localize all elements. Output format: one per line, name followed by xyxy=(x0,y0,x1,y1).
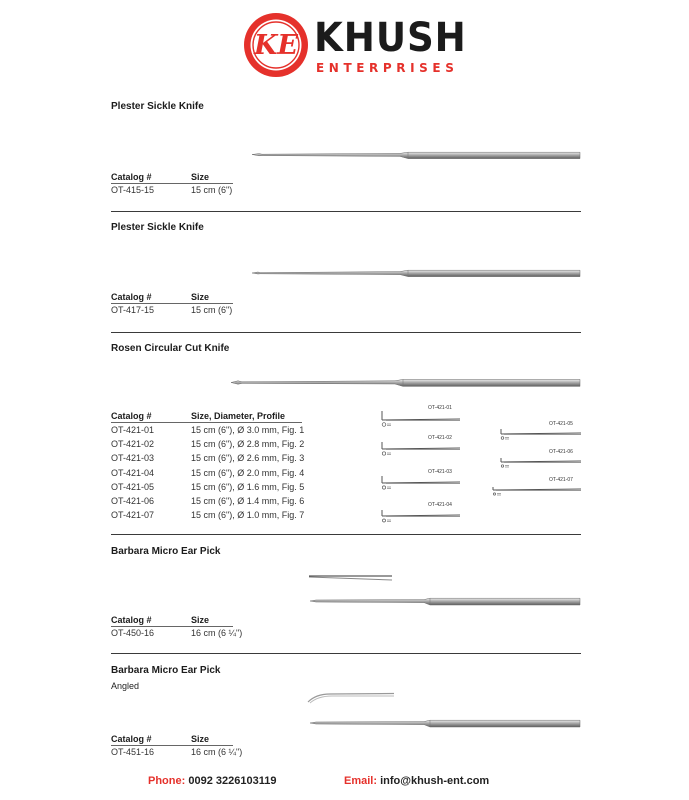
brand-logo xyxy=(243,12,467,78)
size-value: 15 cm (6"), Ø 2.6 mm, Fig. 3 xyxy=(191,453,305,464)
catalog-number: OT-421-05 xyxy=(111,481,155,492)
divider xyxy=(111,534,581,535)
column-header-size: Size xyxy=(191,615,210,625)
phone-label: Phone: xyxy=(148,775,186,787)
product-subtitle: Angled xyxy=(111,681,140,691)
product-title: Barbara Micro Ear Pick xyxy=(111,546,221,557)
ke-badge-icon xyxy=(243,12,309,78)
table-row xyxy=(111,437,304,451)
size-value: 15 cm (6"), Ø 2.0 mm, Fig. 4 xyxy=(191,467,305,478)
figure-label: OT-421-06 xyxy=(549,449,573,455)
product-title: Rosen Circular Cut Knife xyxy=(111,343,230,354)
size-value: 15 cm (6"), Ø 1.0 mm, Fig. 7 xyxy=(191,510,305,521)
tip-figure-5 xyxy=(499,424,581,442)
catalog-number: OT-451-16 xyxy=(111,747,155,757)
product-title: Barbara Micro Ear Pick xyxy=(111,665,221,676)
table-row xyxy=(111,480,304,494)
email-address[interactable]: info@khush-ent.com xyxy=(380,775,490,787)
column-header-catalog: Catalog # xyxy=(111,411,152,421)
figure-label: OT-421-07 xyxy=(549,477,573,483)
tip-figure-3 xyxy=(380,472,460,492)
brand-tagline: ENTERPRISES xyxy=(316,61,459,75)
column-header-size: Size xyxy=(191,292,210,302)
ear-pick-detail-image xyxy=(308,573,394,583)
table-row xyxy=(111,746,242,758)
catalog-table xyxy=(111,171,233,196)
sickle-knife-image xyxy=(250,267,582,279)
column-header-catalog: Catalog # xyxy=(111,734,152,744)
catalog-table xyxy=(111,291,233,316)
table-row xyxy=(111,184,233,196)
size-value: 16 cm (6 ¼") xyxy=(191,628,243,638)
email-label: Email: xyxy=(344,775,378,787)
figure-label: OT-421-03 xyxy=(428,469,452,475)
catalog-number: OT-421-01 xyxy=(111,425,155,435)
divider xyxy=(111,332,581,333)
figure-label: OT-421-01 xyxy=(428,405,452,411)
column-header-size: Size xyxy=(191,172,210,182)
catalog-table xyxy=(111,614,242,639)
table-row xyxy=(111,466,304,480)
divider xyxy=(111,653,581,654)
circular-cut-knife-image xyxy=(230,376,582,390)
catalog-number: OT-421-02 xyxy=(111,439,155,450)
catalog-number: OT-421-06 xyxy=(111,496,155,507)
table-row xyxy=(111,508,304,522)
product-title: Plester Sickle Knife xyxy=(111,222,204,233)
angled-ear-pick-detail-image xyxy=(306,691,396,705)
phone-number[interactable]: 0092 3226103119 xyxy=(188,775,277,787)
table-row xyxy=(111,304,233,316)
size-value: 15 cm (6"), Ø 2.8 mm, Fig. 2 xyxy=(191,439,305,450)
product-title: Plester Sickle Knife xyxy=(111,101,204,112)
catalog-number: OT-421-07 xyxy=(111,510,155,521)
tip-figure-4 xyxy=(380,505,460,525)
table-row xyxy=(111,423,304,437)
column-header-catalog: Catalog # xyxy=(111,172,152,182)
figure-label: OT-421-05 xyxy=(549,421,573,427)
footer-phone xyxy=(148,775,276,787)
size-value: 15 cm (6"), Ø 3.0 mm, Fig. 1 xyxy=(191,425,305,435)
tip-figure-2 xyxy=(380,438,460,458)
catalog-table xyxy=(111,733,242,758)
size-value: 16 cm (6 ¼") xyxy=(191,747,243,757)
size-value: 15 cm (6"), Ø 1.6 mm, Fig. 5 xyxy=(191,481,305,492)
catalog-number: OT-421-04 xyxy=(111,467,155,478)
catalog-table xyxy=(111,410,304,522)
catalog-number: OT-421-03 xyxy=(111,453,155,464)
size-value: 15 cm (6") xyxy=(191,305,233,315)
sickle-knife-image xyxy=(250,149,582,161)
divider xyxy=(111,211,581,212)
figure-label: OT-421-04 xyxy=(428,502,452,508)
catalog-number: OT-417-15 xyxy=(111,305,155,315)
angled-ear-pick-image xyxy=(308,717,582,729)
figure-label: OT-421-02 xyxy=(428,435,452,441)
brand-name: KHUSH xyxy=(314,15,467,61)
tip-figure-6 xyxy=(499,452,581,470)
footer-email xyxy=(344,775,489,787)
table-row xyxy=(111,451,304,465)
table-row xyxy=(111,494,304,508)
tip-figure-1 xyxy=(380,408,460,428)
column-header-size-diameter-profile: Size, Diameter, Profile xyxy=(191,411,286,421)
tip-figure-7 xyxy=(491,481,581,499)
catalog-number: OT-450-16 xyxy=(111,628,155,638)
size-value: 15 cm (6") xyxy=(191,185,233,195)
brand-monogram: KE xyxy=(253,30,299,61)
column-header-size: Size xyxy=(191,734,210,744)
catalog-number: OT-415-15 xyxy=(111,185,155,195)
column-header-catalog: Catalog # xyxy=(111,615,152,625)
table-row xyxy=(111,627,242,639)
ear-pick-image xyxy=(308,595,582,607)
size-value: 15 cm (6"), Ø 1.4 mm, Fig. 6 xyxy=(191,496,305,507)
column-header-catalog: Catalog # xyxy=(111,292,152,302)
